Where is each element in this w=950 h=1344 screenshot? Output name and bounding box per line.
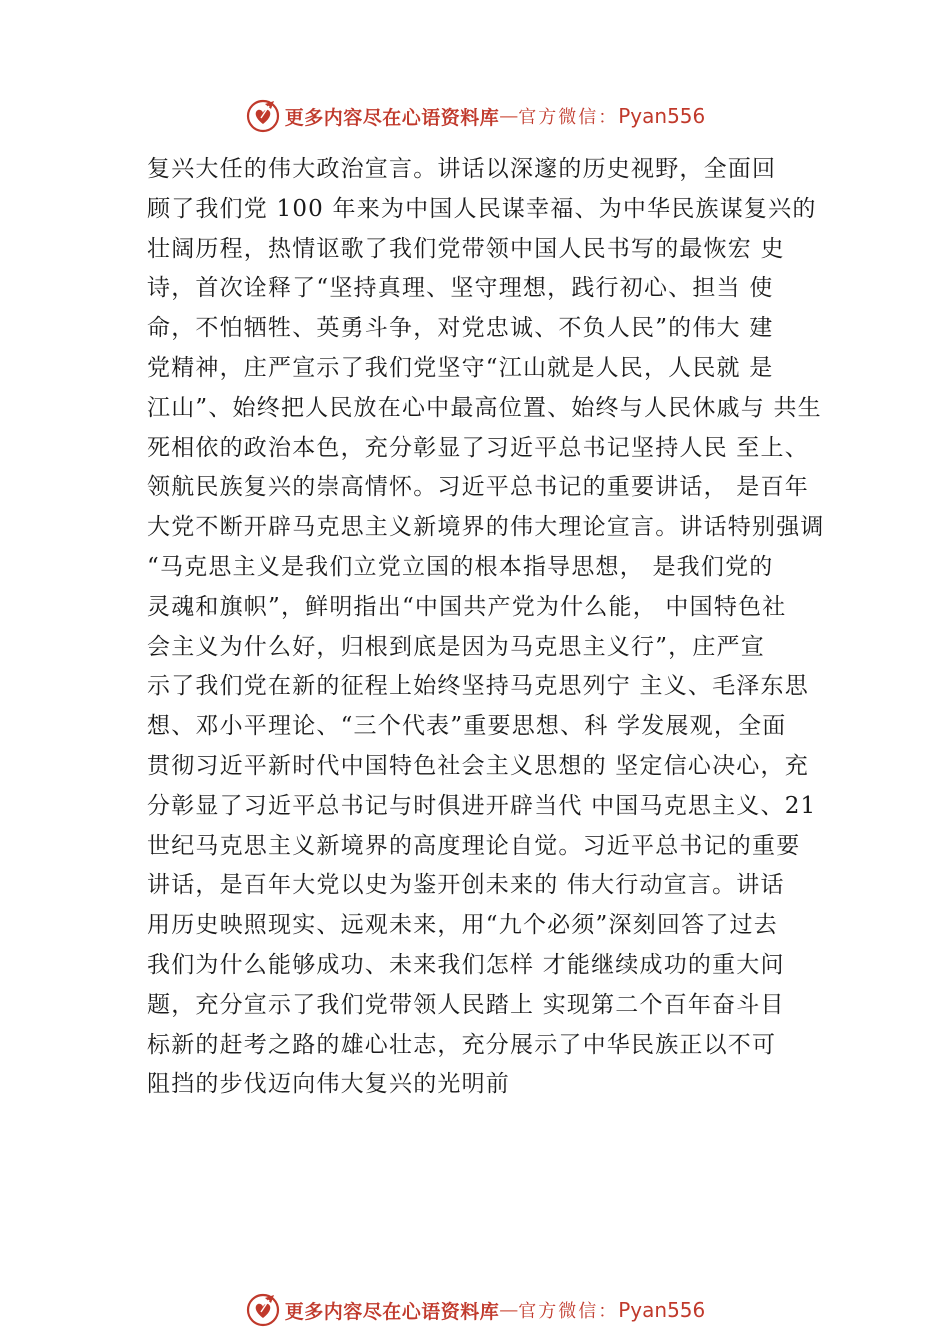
text-line: 大党不断开辟马克思主义新境界的伟大理论宣言。讲话特别强调: [147, 514, 825, 541]
banner-wechat-id: Pyan556: [618, 104, 706, 128]
text-line: 阻挡的步伐迈向伟大复兴的光明前: [147, 1071, 510, 1098]
text-line: 江山”、始终把人民放在心中最高位置、始终与人民休戚与 共生: [147, 394, 822, 421]
banner-wechat-id: Pyan556: [618, 1298, 706, 1322]
document-body: [147, 150, 847, 1105]
text-line: 标新的赶考之路的雄心壮志，充分展示了中华民族正以不可: [147, 1031, 777, 1058]
text-line: 贯彻习近平新时代中国特色社会主义思想的 坚定信心决心，充: [147, 752, 809, 779]
text-line: “马克思主义是我们立党立国的根本指导思想， 是我们党的: [147, 553, 774, 580]
text-line: 死相依的政治本色，充分彰显了习近平总书记坚持人民 至上、: [147, 434, 809, 461]
banner-wechat-label: 官方微信：: [518, 107, 619, 128]
text-line: 会主义为什么好，归根到底是因为马克思主义行”，庄严宣: [147, 633, 765, 660]
text-line: 复兴大任的伟大政治宣言。讲话以深邃的历史视野，全面回: [147, 156, 777, 182]
banner-wechat-label: 官方微信：: [518, 1301, 619, 1322]
banner-separator: —: [499, 1299, 519, 1321]
text-line: 用历史映照现实、远观未来，用“九个必须”深刻回答了过去: [147, 912, 778, 939]
text-line: 示了我们党在新的征程上始终坚持马克思列宁 主义、毛泽东思: [147, 673, 809, 700]
text-line: 想、邓小平理论、“三个代表”重要思想、科 学发展观，全面: [147, 713, 787, 740]
header-banner: [0, 96, 950, 136]
heart-pen-logo-icon: [245, 1292, 281, 1328]
banner-separator: —: [499, 105, 519, 127]
text-line: 讲话，是百年大党以史为鉴开创未来的 伟大行动宣言。讲话: [147, 872, 785, 899]
text-line: 壮阔历程，热情讴歌了我们党带领中国人民书写的最恢宏 史: [147, 235, 785, 262]
text-line: 我们为什么能够成功、未来我们怎样 才能继续成功的重大问: [147, 951, 785, 978]
banner-site-name: 更多内容尽在心语资料库: [284, 1300, 500, 1323]
text-line: 世纪马克思主义新境界的高度理论自觉。习近平总书记的重要: [147, 832, 801, 859]
text-line: 顾了我们党 100 年来为中国人民谋幸福、为中华民族谋复兴的: [147, 195, 817, 222]
banner-site-name: 更多内容尽在心语资料库: [284, 106, 500, 129]
text-line: 诗，首次诠释了“坚持真理、坚守理想，践行初心、担当 使: [147, 275, 774, 302]
text-line: 分彰显了习近平总书记与时俱进开辟当代 中国马克思主义、21: [147, 792, 817, 819]
footer-banner: [0, 1290, 950, 1330]
text-line: 领航民族复兴的崇高情怀。习近平总书记的重要讲话， 是百年: [147, 474, 809, 501]
text-line: 命，不怕牺牲、英勇斗争，对党忠诚、不负人民”的伟大 建: [147, 315, 774, 342]
heart-pen-logo-icon: [245, 98, 281, 134]
text-line: 灵魂和旗帜”，鲜明指出“中国共产党为什么能， 中国特色社: [147, 593, 787, 620]
text-line: 题，充分宣示了我们党带领人民踏上 实现第二个百年奋斗目: [147, 991, 785, 1018]
text-line: 党精神，庄严宣示了我们党坚守“江山就是人民，人民就 是: [147, 354, 774, 381]
